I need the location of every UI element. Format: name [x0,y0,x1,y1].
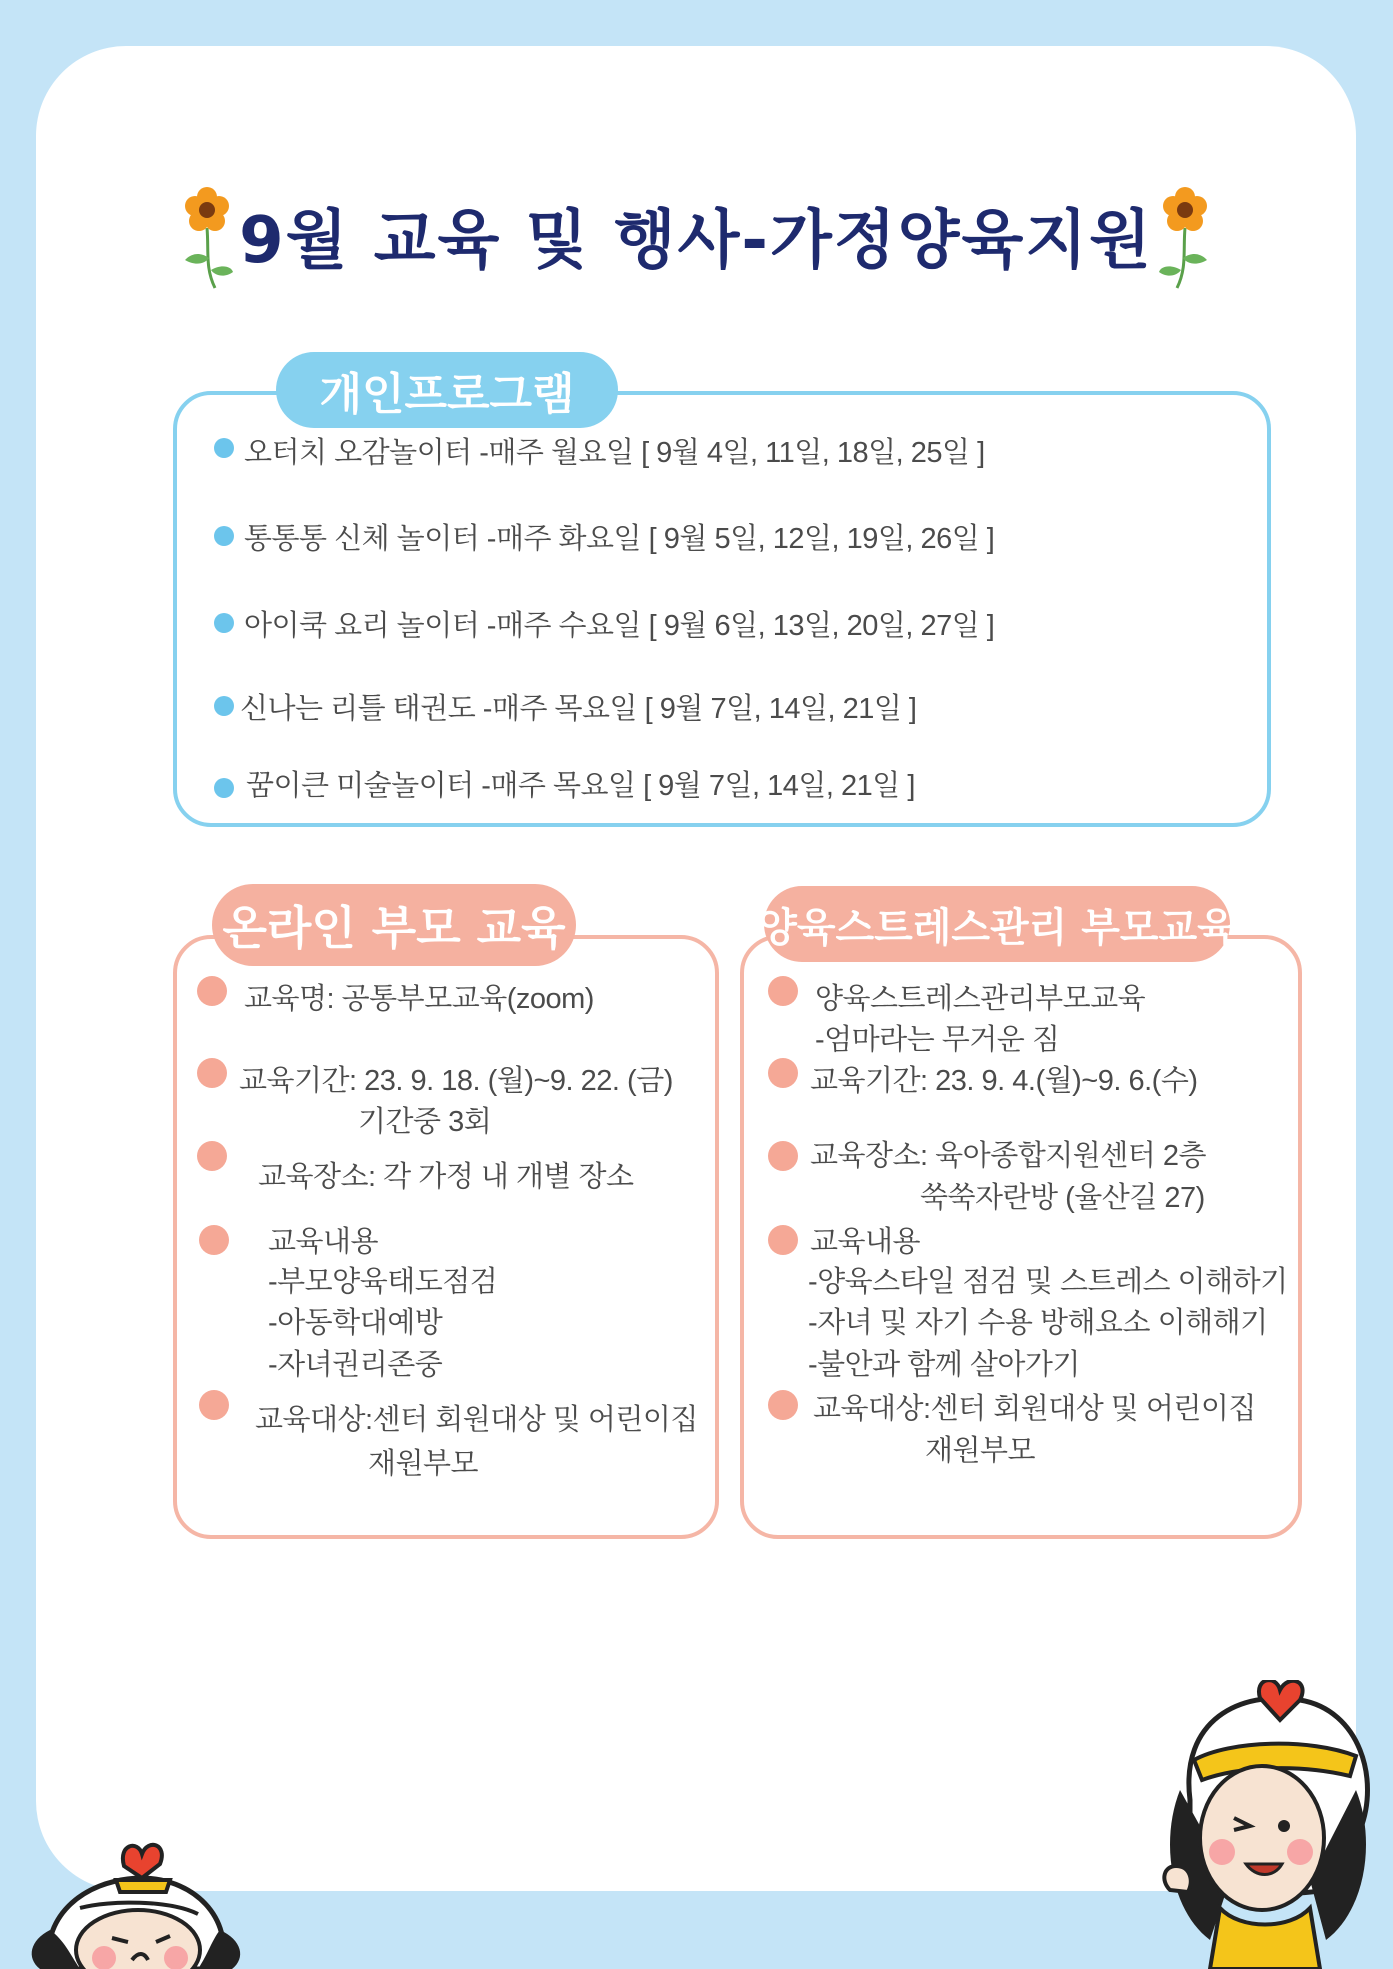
education-place: 교육장소: 육아종합지원센터 2층 [810,1140,1206,1172]
education-content-item: -불안과 함께 살아가기 [808,1349,1080,1381]
education-target: 교육대상:센터 회원대상 및 어린이집 [813,1393,1256,1425]
bullet-dot [214,613,234,633]
bullet-dot [768,1141,798,1171]
bullet-dot [214,438,234,458]
bullet-dot [768,1225,798,1255]
flower-icon-left [175,180,239,290]
bullet-dot [768,976,798,1006]
education-content-item: -자녀 및 자기 수용 방해요소 이해해기 [808,1307,1268,1339]
bullet-dot [197,976,227,1006]
bullet-dot [214,526,234,546]
individual-program-label: 개인프로그램 [276,352,618,428]
bullet-dot [768,1058,798,1088]
education-target: 교육대상:센터 회원대상 및 어린이집 [255,1404,698,1436]
education-content-heading: 교육내용 [810,1226,921,1258]
education-place: 교육장소: 각 가정 내 개별 장소 [258,1161,634,1193]
education-content-item: -부모양육태도점검 [268,1266,498,1298]
bullet-dot [768,1390,798,1420]
program-item: 꿈이큰 미술놀이터 -매주 목요일 [ 9월 7일, 14일, 21일 ] [246,770,915,802]
education-name: 양육스트레스관리부모교육 [815,983,1146,1015]
bullet-dot [214,696,234,716]
education-name: 교육명: 공통부모교육(zoom) [244,983,594,1015]
mascot-character-icon [20,1830,250,1969]
education-content-item: -자녀권리존중 [268,1349,443,1381]
education-target-cont: 재원부모 [925,1435,1036,1467]
bullet-dot [197,1058,227,1088]
education-content-heading: 교육내용 [268,1226,379,1258]
bullet-dot [197,1141,227,1171]
bullet-dot [199,1390,229,1420]
program-item: 신나는 리틀 태권도 -매주 목요일 [ 9월 7일, 14일, 21일 ] [240,693,917,725]
flower-icon-right [1153,180,1217,290]
education-period: 교육기간: 23. 9. 18. (월)~9. 22. (금) [239,1065,673,1097]
mascot-character-icon [1150,1680,1378,1969]
bullet-dot [199,1225,229,1255]
title-text: 9월 교육 및 행사-가정양육지원 [239,204,1153,278]
education-target-cont: 재원부모 [368,1448,479,1480]
education-content-item: -아동학대예방 [268,1307,443,1339]
education-period: 교육기간: 23. 9. 4.(월)~9. 6.(수) [810,1065,1198,1097]
program-item: 오터치 오감놀이터 -매주 월요일 [ 9월 4일, 11일, 18일, 25일 ] [244,437,985,469]
education-place-cont: 쑥쑥자란방 (율산길 27) [920,1182,1205,1214]
program-item: 아이쿡 요리 놀이터 -매주 수요일 [ 9월 6일, 13일, 20일, 27일 ] [244,610,995,642]
education-content-item: -양육스타일 점검 및 스트레스 이해하기 [808,1266,1288,1298]
education-period-note: 기간중 3회 [358,1106,492,1138]
page-title [176,180,1216,290]
bullet-dot [214,778,234,798]
stress-education-label: 양육스트레스관리 부모교육 [764,886,1230,962]
online-education-label: 온라인 부모 교육 [212,884,576,966]
education-subtitle: -엄마라는 무거운 짐 [815,1024,1060,1056]
program-item: 통통통 신체 놀이터 -매주 화요일 [ 9월 5일, 12일, 19일, 26일 ] [244,523,995,555]
